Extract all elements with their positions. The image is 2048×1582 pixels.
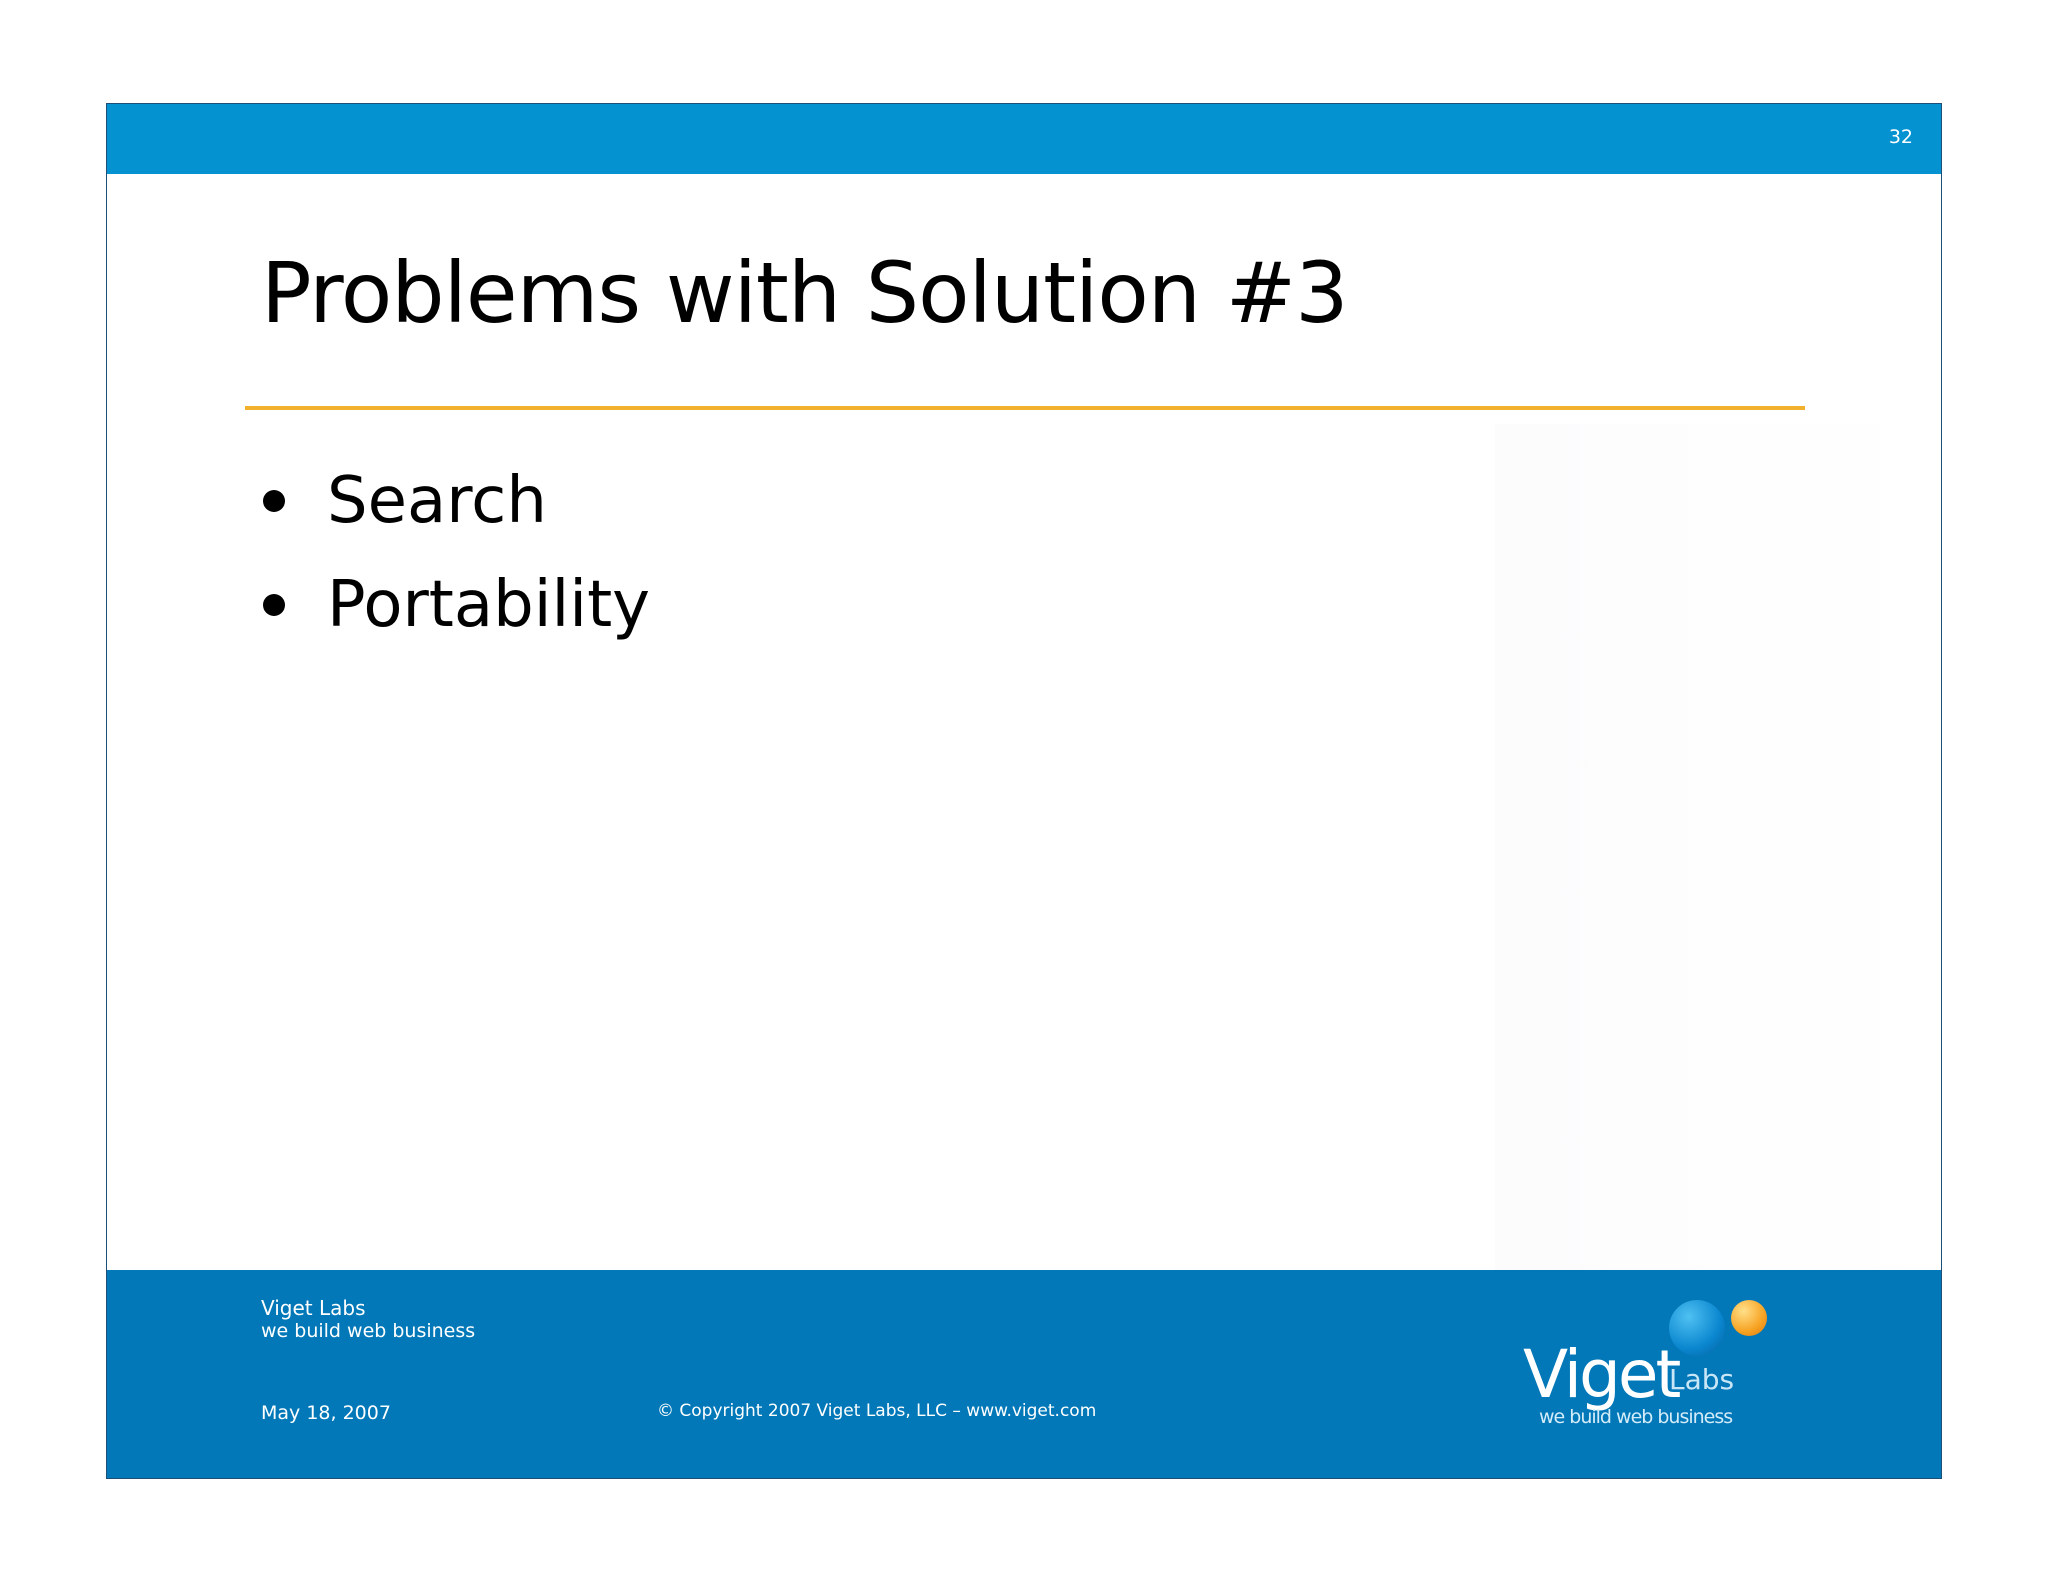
footer-bar: [107, 1270, 1941, 1479]
bullet-text: Portability: [327, 568, 651, 642]
bullet-icon: [263, 594, 285, 616]
background-panel: [1495, 424, 1942, 1374]
footer-copyright: © Copyright 2007 Viget Labs, LLC – www.viget.com: [657, 1401, 1097, 1421]
slide: [106, 103, 1942, 1479]
logo-orange-ball-icon: [1731, 1300, 1767, 1336]
viget-labs-logo: [1517, 1300, 1777, 1440]
header-bar: [107, 104, 1941, 174]
footer-company: Viget Labs: [261, 1296, 366, 1320]
logo-tagline: we build web business: [1539, 1406, 1733, 1428]
bullet-text: Search: [327, 464, 547, 538]
footer-tagline: we build web business: [261, 1320, 476, 1342]
slide-number: 32: [1888, 126, 1913, 148]
slide-title: Problems with Solution #3: [261, 244, 1348, 342]
footer-date: May 18, 2007: [261, 1402, 391, 1424]
bullet-item: [261, 553, 650, 657]
bullet-icon: [263, 490, 285, 512]
logo-wordmark: Viget: [1523, 1336, 1679, 1413]
logo-labs-text: Labs: [1669, 1363, 1735, 1396]
bullet-list: [261, 449, 650, 657]
bullet-item: [261, 449, 650, 553]
title-divider: [245, 406, 1805, 410]
